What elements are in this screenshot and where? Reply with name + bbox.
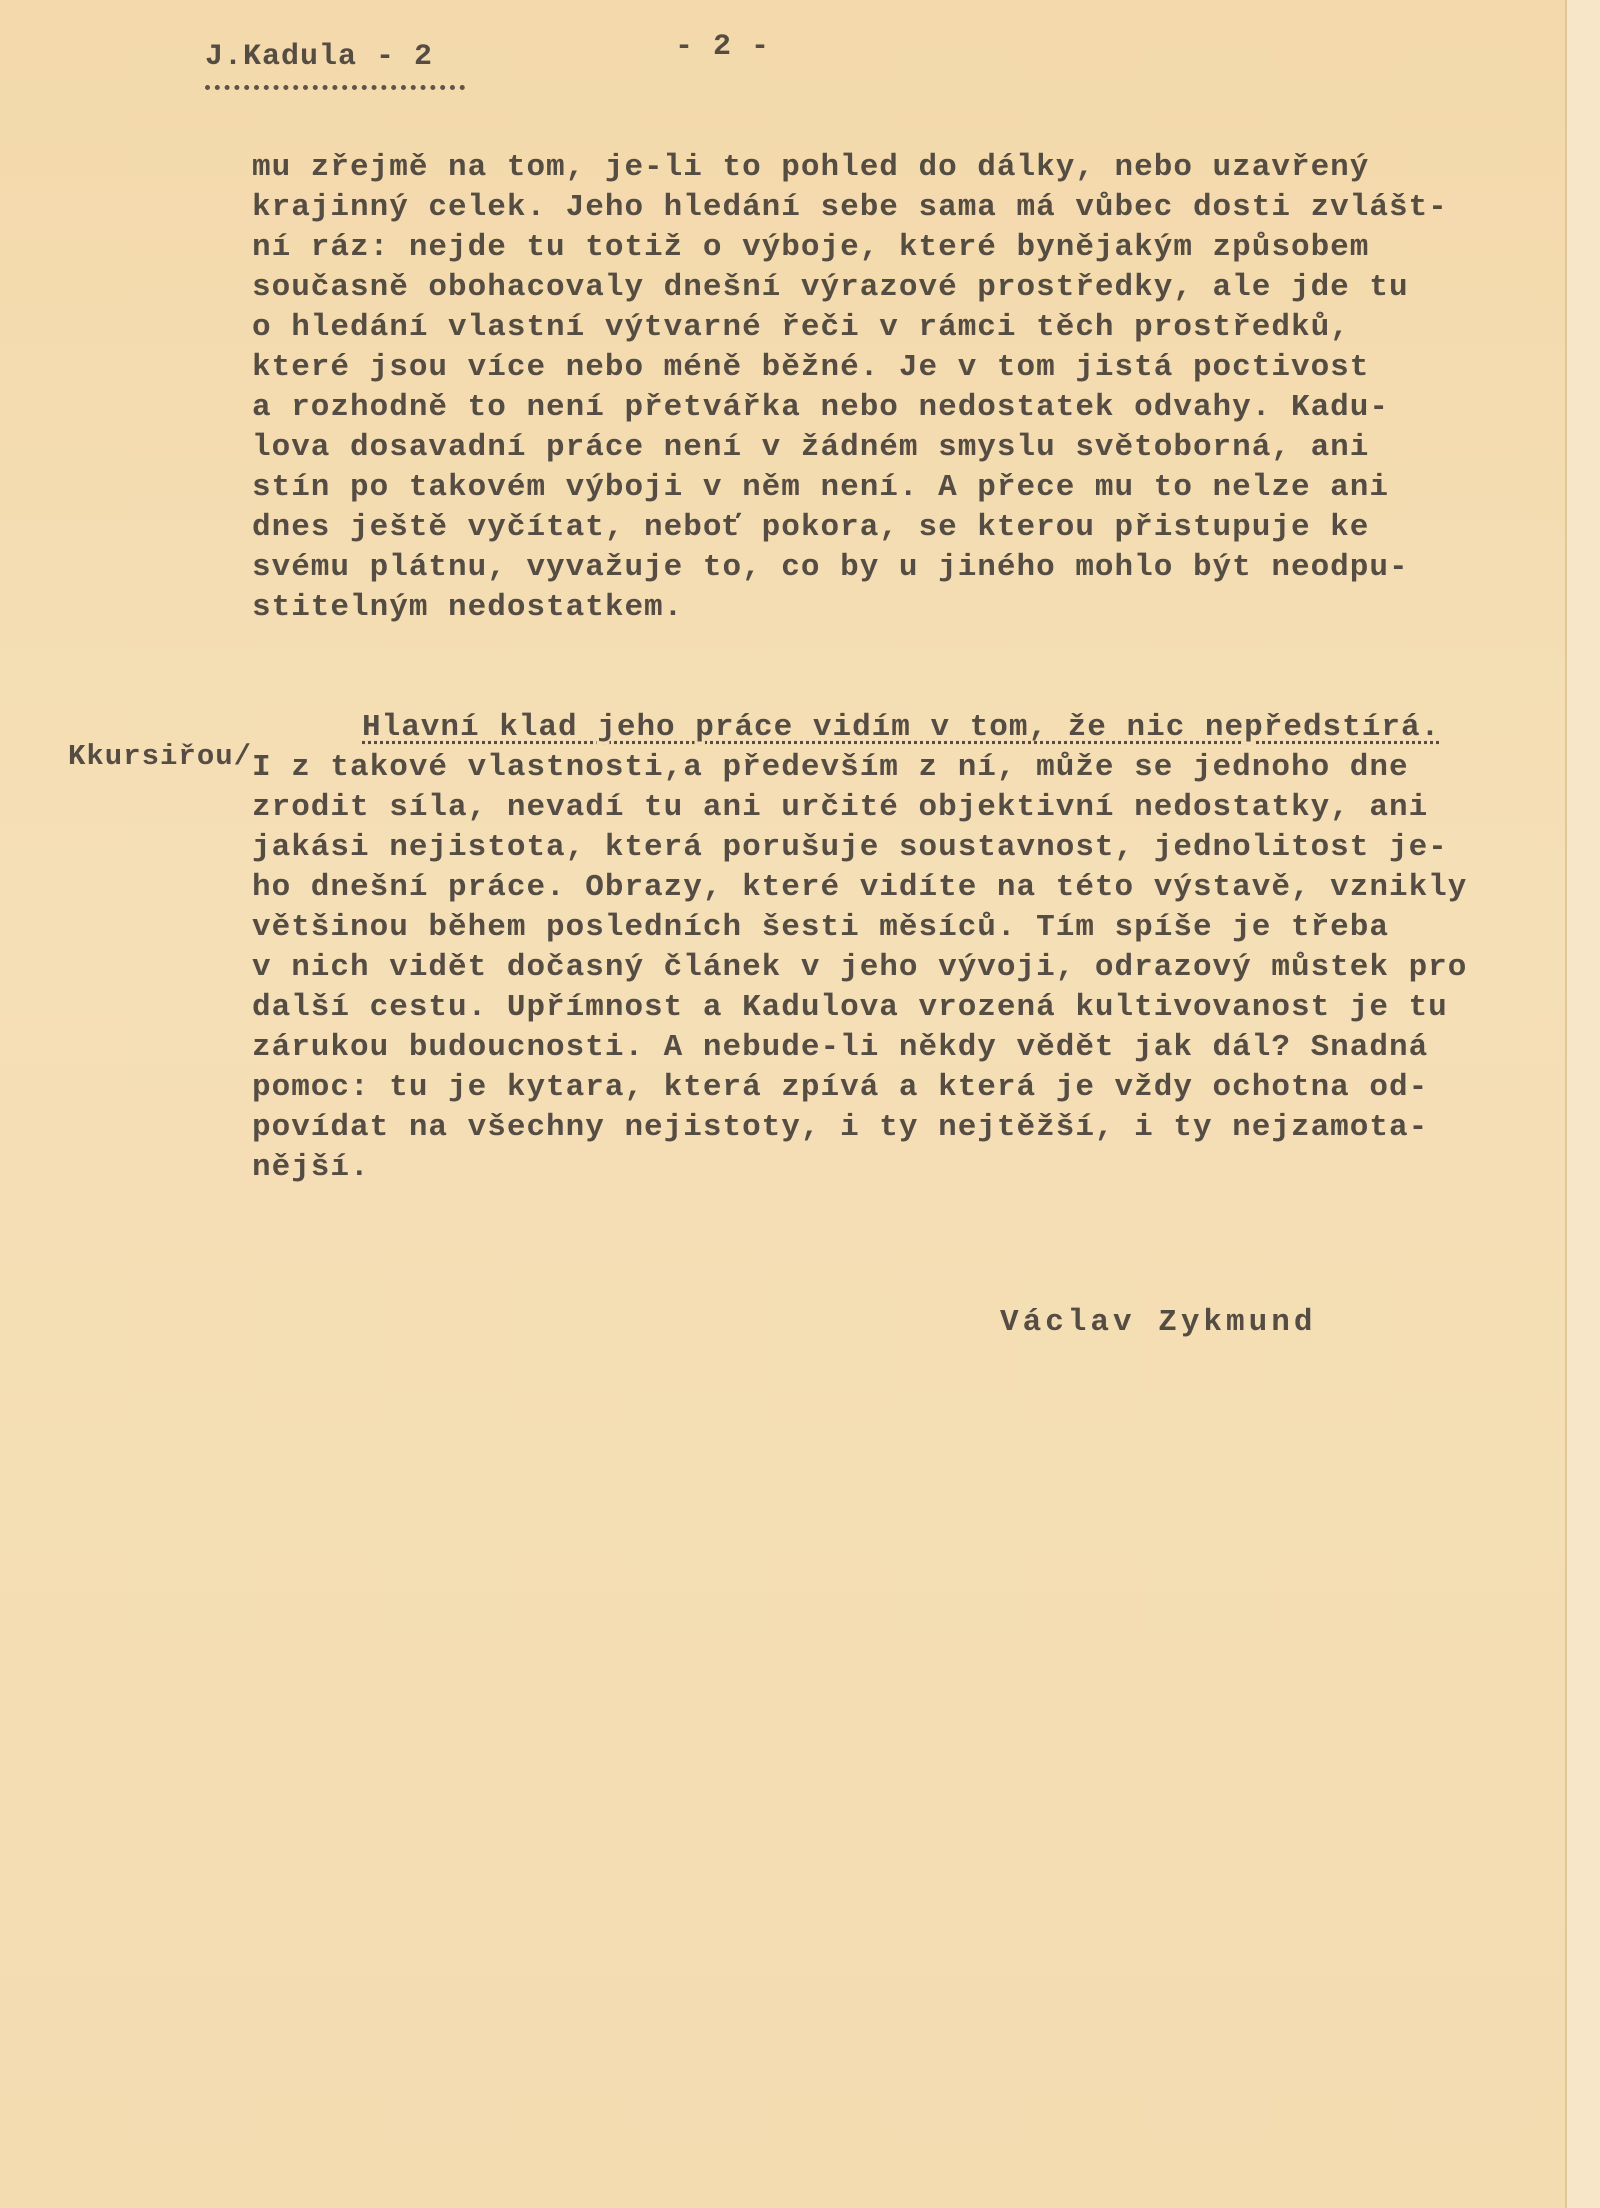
- text-line: stitelným nedostatkem.: [252, 590, 684, 625]
- text-line: krajinný celek. Jeho hledání sebe sama má vůbec dosti zvlášt-: [252, 190, 1448, 225]
- paragraph-1: [252, 150, 1448, 630]
- text-line: které jsou více nebo méně běžné. Je v tom jistá poctivost: [252, 350, 1370, 385]
- text-line: o hledání vlastní výtvarné řeči v rámci těch prostředků,: [252, 310, 1350, 345]
- text-line: a rozhodně to není přetvářka nebo nedostatek odvahy. Kadu-: [252, 390, 1389, 425]
- text-line: zrodit síla, nevadí tu ani určité objektivní nedostatky, ani: [252, 790, 1429, 825]
- text-line: povídat na všechny nejistoty, i ty nejtěžší, i ty nejzamota-: [252, 1110, 1429, 1145]
- text-line: stín po takovém výboji v něm není. A přece mu to nelze ani: [252, 470, 1389, 505]
- page-edge: [1567, 0, 1600, 2208]
- text-line: většinou během posledních šesti měsíců. Tím spíše je třeba: [252, 910, 1389, 945]
- signature: Václav Zykmund: [1000, 1305, 1317, 1340]
- text-line: zárukou budoucnosti. A nebude-li někdy vědět jak dál? Snadná: [252, 1030, 1429, 1065]
- text-line: pomoc: tu je kytara, která zpívá a která je vždy ochotna od-: [252, 1070, 1429, 1105]
- text-line: I z takové vlastnosti,a především z ní, může se jednoho dne: [252, 750, 1409, 785]
- page-number: - 2 -: [675, 30, 771, 64]
- text-line: nější.: [252, 1150, 370, 1185]
- margin-note: Kkursiřou/: [68, 740, 253, 773]
- text-line: dnes ještě vyčítat, neboť pokora, se kterou přistupuje ke: [252, 510, 1370, 545]
- text-line: jakási nejistota, která porušuje soustavnost, jednolitost je-: [252, 830, 1448, 865]
- text-line: svému plátnu, vyvažuje to, co by u jiného mohlo být neodpu-: [252, 550, 1409, 585]
- running-head-underline: [205, 85, 465, 90]
- text-line: ní ráz: nejde tu totiž o výboje, které bynějakým způsobem: [252, 230, 1370, 265]
- text-line: mu zřejmě na tom, je-li to pohled do dálky, nebo uzavřený: [252, 150, 1370, 185]
- text-line: ho dnešní práce. Obrazy, které vidíte na této výstavě, vznikly: [252, 870, 1468, 905]
- text-line: další cestu. Upřímnost a Kadulova vrozená kultivovanost je tu: [252, 990, 1448, 1025]
- running-head: J.Kadula - 2: [205, 40, 434, 74]
- underlined-sentence: Hlavní klad jeho práce vidím v tom, že nic nepředstírá.: [362, 710, 1441, 745]
- text-line: v nich vidět dočasný článek v jeho vývoji, odrazový můstek pro: [252, 950, 1468, 985]
- text-line: lova dosavadní práce není v žádném smyslu světoborná, ani: [252, 430, 1370, 465]
- text-line: současně obohacovaly dnešní výrazové prostředky, ale jde tu: [252, 270, 1409, 305]
- paragraph-2: [252, 710, 1467, 1190]
